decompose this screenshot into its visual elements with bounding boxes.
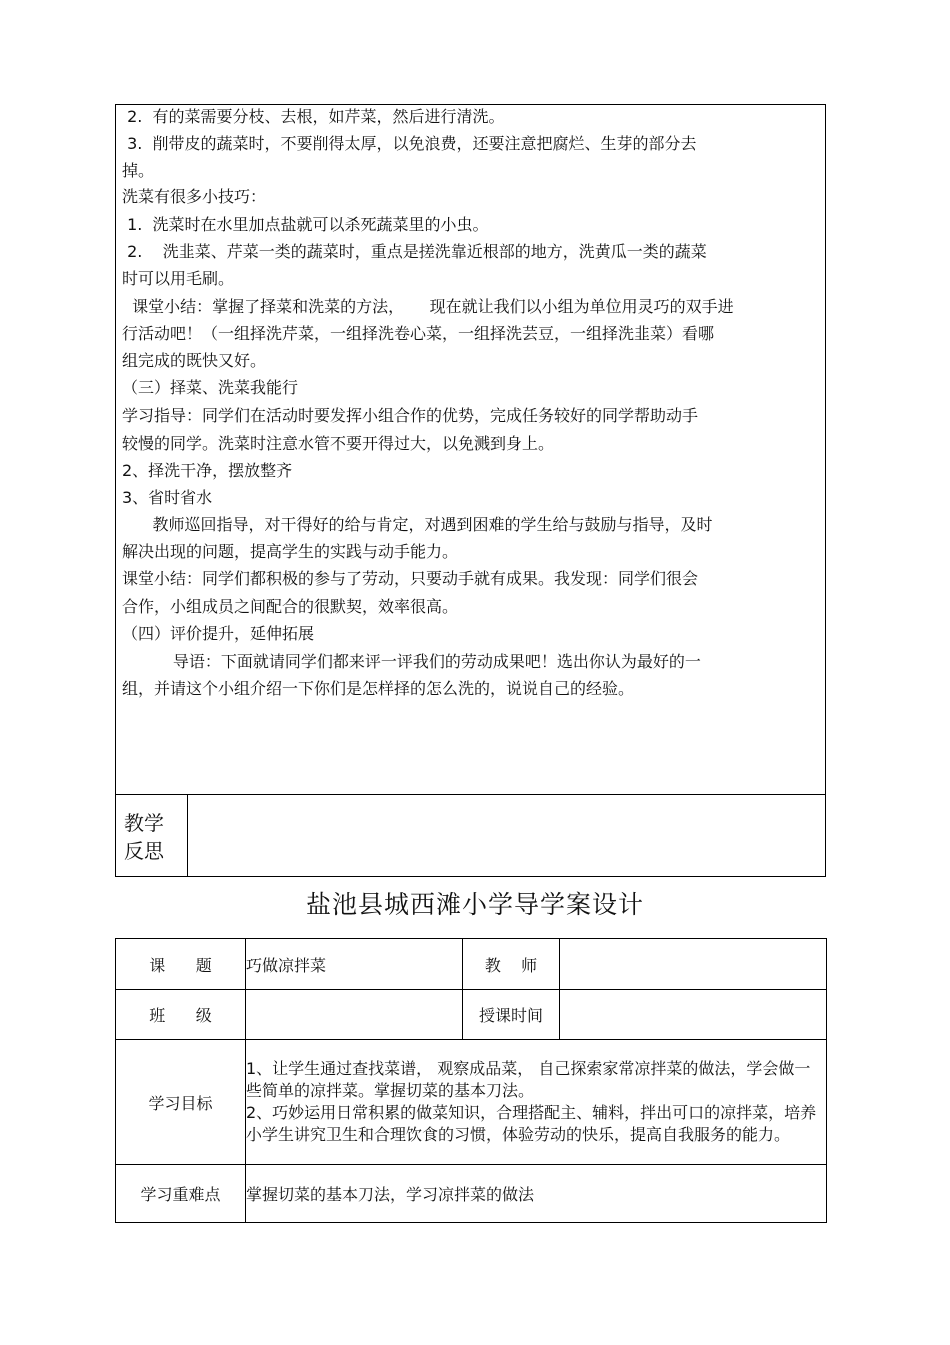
time-value [560, 990, 827, 1040]
content-line: 时可以用毛刷。 [122, 269, 235, 288]
goal-item: 2、巧妙运用日常积累的做菜知识，合理搭配主、辅料，拌出可口的凉拌菜，培养小学生讲究卫生和合理饮食的习惯，体验劳动的快乐，提高自我服务的能力。 [246, 1103, 817, 1144]
teacher-label: 教 师 [463, 939, 560, 990]
section-heading: （四）评价提升，延伸拓展 [122, 624, 315, 643]
content-line: 组，并请这个小组介绍一下你们是怎样择的怎么洗的，说说自己的经验。 [122, 679, 635, 698]
topic-value: 巧做凉拌菜 [246, 939, 463, 990]
content-line: 2. 洗韭菜、芹菜一类的蔬菜时，重点是搓洗靠近根部的地方，洗黄瓜一类的蔬菜 [122, 242, 707, 261]
time-label: 授课时间 [463, 990, 560, 1040]
content-line: 合作，小组成员之间配合的很默契，效率很高。 [122, 597, 459, 616]
table-row [116, 1165, 827, 1223]
content-line: 2、择洗干净，摆放整齐 [122, 461, 293, 480]
section-heading: （三）择菜、洗菜我能行 [122, 378, 299, 397]
content-line: 行活动吧！（一组择洗芹菜，一组择洗卷心菜，一组择洗芸豆，一组择洗韭菜）看哪 [122, 324, 715, 343]
class-value [246, 990, 463, 1040]
class-label: 班 级 [116, 990, 246, 1040]
goals-label: 学习目标 [116, 1040, 246, 1165]
table-row [116, 1040, 827, 1165]
teacher-value [560, 939, 827, 990]
page-title: 盐池县城西滩小学导学案设计 [305, 890, 644, 919]
table-row [116, 939, 827, 990]
content-line: 1. 洗菜时在水里加点盐就可以杀死蔬菜里的小虫。 [122, 215, 489, 234]
content-line: 洗菜有很多小技巧： [122, 187, 267, 206]
content-line: 教师巡回指导，对干得好的给与肯定，对遇到困难的学生给与鼓励与指导，及时 [122, 515, 713, 534]
goals-value [246, 1040, 827, 1165]
reflection-row [116, 794, 825, 877]
content-line: 课堂小结：掌握了择菜和洗菜的方法， 现在就让我们以小组为单位用灵巧的双手进 [122, 297, 734, 316]
content-line: 2. 有的菜需要分枝、去根，如芹菜，然后进行清洗。 [122, 107, 505, 126]
content-line: 3、省时省水 [122, 488, 213, 507]
topic-label: 课 题 [116, 939, 246, 990]
content-line: 较慢的同学。洗菜时注意水管不要开得过大，以免溅到身上。 [122, 434, 555, 453]
reflection-label-line: 教学 [124, 811, 164, 835]
content-line: 解决出现的问题，提高学生的实践与动手能力。 [122, 542, 459, 561]
table-row [116, 990, 827, 1040]
key-points-label: 学习重难点 [116, 1165, 246, 1223]
reflection-label-line: 反思 [124, 839, 164, 863]
content-line: 导语：下面就请同学们都来评一评我们的劳动成果吧！选出你认为最好的一 [122, 652, 701, 671]
content-line: 课堂小结：同学们都积极的参与了劳动，只要动手就有成果。我发现：同学们很会 [122, 569, 699, 588]
content-line: 学习指导：同学们在活动时要发挥小组合作的优势，完成任务较好的同学帮助动手 [122, 406, 699, 425]
goal-item: 1、让学生通过查找菜谱， 观察成品菜， 自己探索家常凉拌菜的做法，学会做一些简单的凉拌菜。掌握切菜的基本刀法。 [246, 1059, 811, 1100]
key-points-value: 掌握切菜的基本刀法，学习凉拌菜的做法 [246, 1165, 827, 1223]
lesson-content-table [115, 104, 826, 877]
lesson-info-table [115, 938, 827, 1223]
content-line: 组完成的既快又好。 [122, 351, 267, 370]
reflection-label [116, 795, 188, 877]
content-line: 掉。 [122, 161, 155, 180]
reflection-value [189, 795, 825, 877]
content-line: 3. 削带皮的蔬菜时，不要削得太厚，以免浪费，还要注意把腐烂、生芽的部分去 [122, 134, 697, 153]
